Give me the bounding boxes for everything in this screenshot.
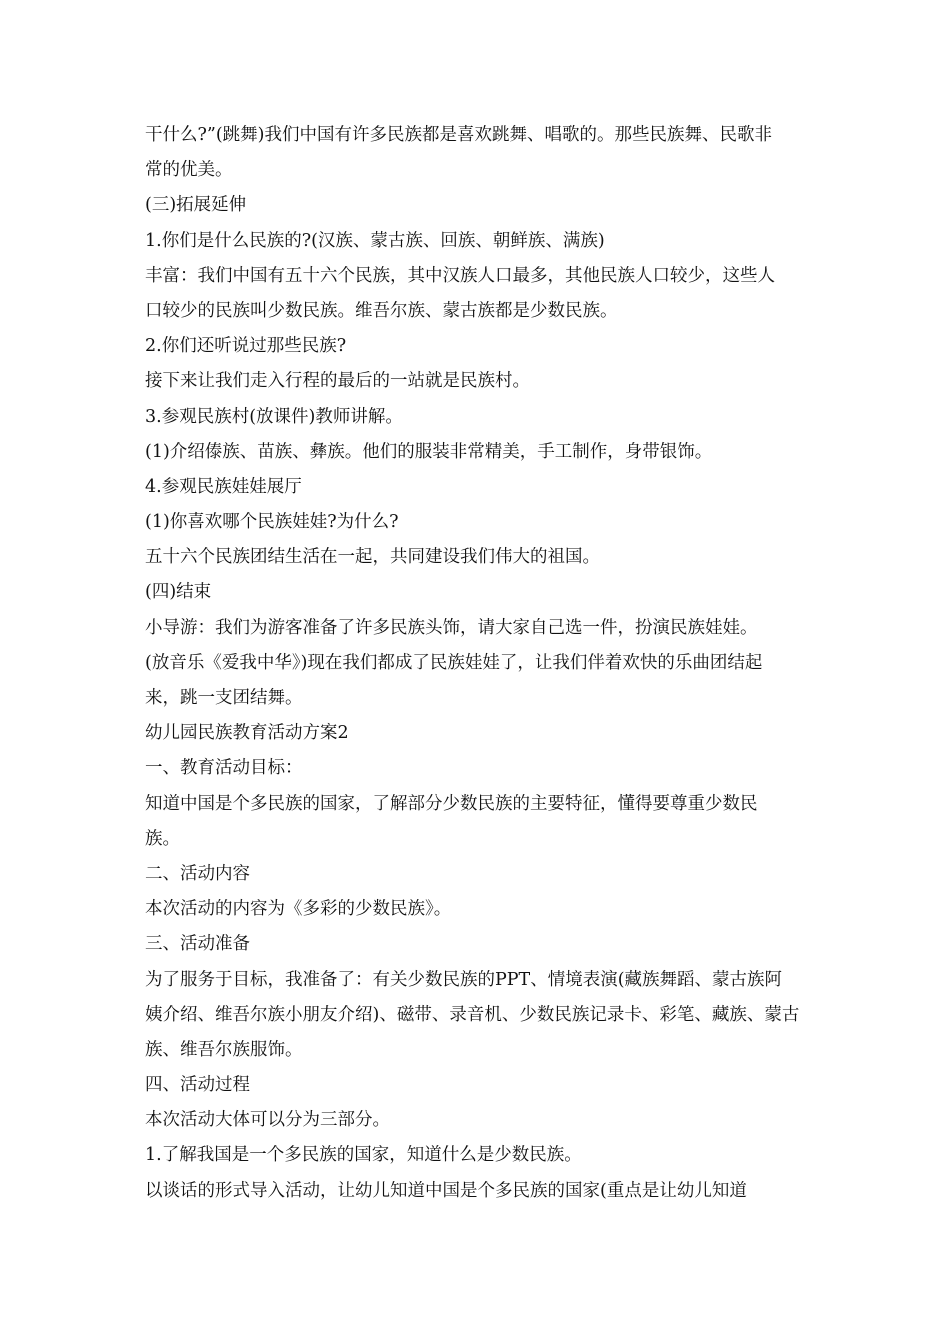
text-line: 姨介绍、维吾尔族小朋友介绍)、磁带、录音机、少数民族记录卡、彩笔、藏族、蒙古 <box>145 1004 800 1025</box>
text-line: 族。 <box>145 828 180 849</box>
section-heading: 三、活动准备 <box>145 934 250 955</box>
text-line: 本次活动的内容为《多彩的少数民族》。 <box>145 899 452 920</box>
text-line: 1.你们是什么民族的?(汉族、蒙古族、回族、朝鲜族、满族) <box>145 230 605 251</box>
text-line: (1)介绍傣族、苗族、彝族。他们的服装非常精美，手工制作，身带银饰。 <box>145 441 713 462</box>
text-line: 2.你们还听说过那些民族? <box>145 336 347 357</box>
text-line: 干什么?”(跳舞)我们中国有许多民族都是喜欢跳舞、唱歌的。那些民族舞、民歌非 <box>145 125 772 145</box>
text-line: 族、维吾尔族服饰。 <box>145 1039 303 1060</box>
text-line: 为了服务于目标，我准备了：有关少数民族的PPT、情境表演(藏族舞蹈、蒙古族阿 <box>145 969 783 990</box>
section-heading: 一、教育活动目标： <box>145 758 303 779</box>
document-title: 幼儿园民族教育活动方案2 <box>145 723 349 744</box>
text-line: 1.了解我国是一个多民族的国家，知道什么是少数民族。 <box>145 1145 582 1166</box>
text-line: 小导游：我们为游客准备了许多民族头饰，请大家自己选一件，扮演民族娃娃。 <box>145 617 758 638</box>
text-line: 口较少的民族叫少数民族。维吾尔族、蒙古族都是少数民族。 <box>145 300 618 321</box>
section-heading: (四)结束 <box>145 582 212 603</box>
section-heading: 二、活动内容 <box>145 863 250 884</box>
text-line: 知道中国是个多民族的国家，了解部分少数民族的主要特征，懂得要尊重少数民 <box>145 793 758 814</box>
document-body <box>145 118 810 1209</box>
text-line: 3.参观民族村(放课件)教师讲解。 <box>145 406 403 427</box>
text-line: 来，跳一支团结舞。 <box>145 688 303 708</box>
text-line: (1)你喜欢哪个民族娃娃?为什么? <box>145 512 399 533</box>
text-line: 本次活动大体可以分为三部分。 <box>145 1110 390 1131</box>
text-line: (放音乐《爱我中华》)现在我们都成了民族娃娃了，让我们伴着欢快的乐曲团结起 <box>145 652 763 673</box>
text-line: 五十六个民族团结生活在一起，共同建设我们伟大的祖国。 <box>145 547 600 568</box>
section-heading: (三)拓展延伸 <box>145 195 247 216</box>
text-line: 丰富：我们中国有五十六个民族，其中汉族人口最多，其他民族人口较少，这些人 <box>145 265 775 286</box>
text-line: 接下来让我们走入行程的最后的一站就是民族村。 <box>145 371 530 392</box>
section-heading: 四、活动过程 <box>145 1075 250 1096</box>
text-line: 4.参观民族娃娃展厅 <box>145 476 302 497</box>
text-line: 以谈话的形式导入活动，让幼儿知道中国是个多民族的国家(重点是让幼儿知道 <box>145 1180 747 1201</box>
text-line: 常的优美。 <box>145 160 233 181</box>
